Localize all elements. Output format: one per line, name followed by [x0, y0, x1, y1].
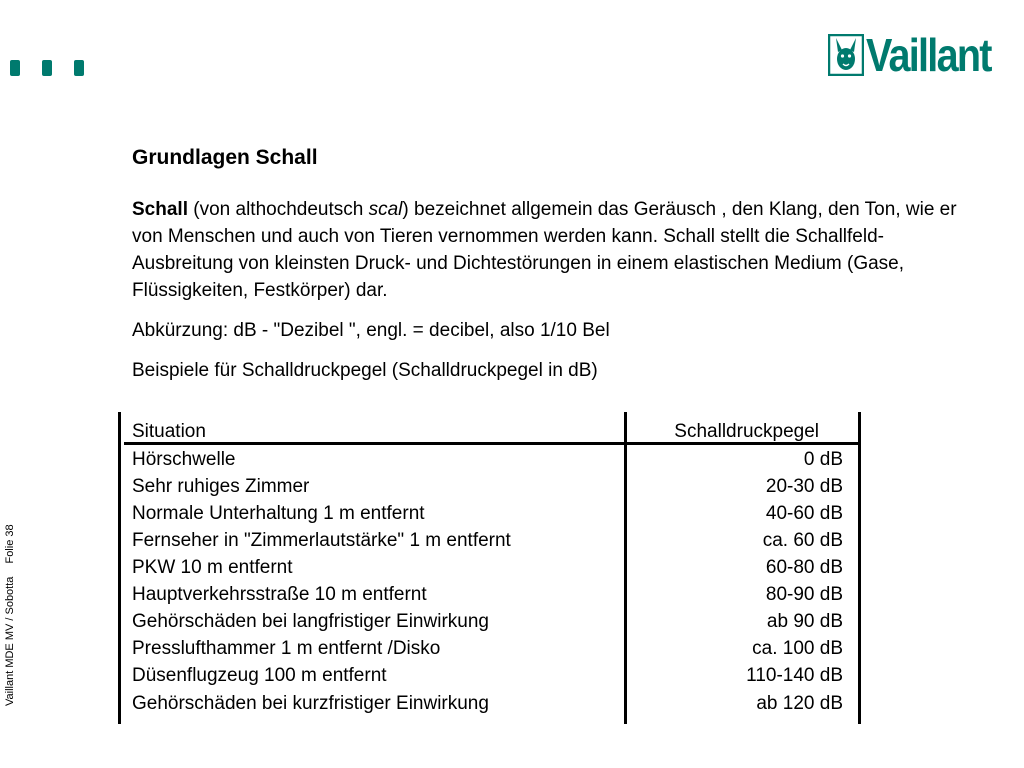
- table-row: [118, 473, 861, 500]
- examples-heading: Beispiele für Schalldruckpegel (Schalldruckpegel in dB): [132, 360, 598, 381]
- dot-2: [42, 60, 52, 76]
- decorative-dots: [10, 60, 84, 76]
- slide-content: [132, 146, 992, 382]
- intro-part2: ) bezeichnet allgemein das Geräusch , den Klang, den Ton, wie er von Menschen und auch von Tieren vernommen werden kann. Schall stellt die Schallfeld-Ausbreitung von kleinsten Druck- und Dichtestörungen in einem elastischen Medium (Gase, Flüssigkeiten, Festkörper) dar.: [132, 199, 957, 301]
- row-level: ca. 60 dB: [762, 530, 843, 551]
- sound-level-table: [118, 412, 861, 724]
- table-row: [118, 446, 861, 473]
- table-row: [118, 554, 861, 581]
- intro-paragraph: [132, 196, 982, 304]
- row-level: 0 dB: [803, 449, 843, 470]
- row-situation: Sehr ruhiges Zimmer: [132, 476, 310, 497]
- row-situation: Fernseher in "Zimmerlautstärke" 1 m entfernt: [132, 530, 511, 551]
- vaillant-logo: [828, 29, 1011, 81]
- row-situation: Gehörschäden bei kurzfristiger Einwirkung: [132, 693, 489, 714]
- table-row: [118, 690, 861, 717]
- dot-3: [74, 60, 84, 76]
- row-level: 110-140 dB: [746, 665, 843, 686]
- footer-author: Vaillant MDE MV / Sobotta: [4, 576, 16, 706]
- table-row: [118, 581, 861, 608]
- row-level: 40-60 dB: [765, 503, 843, 524]
- row-level: ab 120 dB: [756, 693, 843, 714]
- row-situation: Gehörschäden bei langfristiger Einwirkung: [132, 611, 489, 632]
- intro-bold-term: Schall: [132, 199, 188, 220]
- table-header-row: [118, 418, 861, 445]
- row-situation: Hörschwelle: [132, 449, 236, 470]
- rabbit-logo-icon: [828, 34, 864, 76]
- footer-vertical: [4, 524, 16, 706]
- row-situation: Düsenflugzeug 100 m entfernt: [132, 665, 387, 686]
- header-level: Schalldruckpegel: [674, 421, 819, 442]
- table-row: [118, 527, 861, 554]
- table-row: [118, 608, 861, 635]
- header-situation: Situation: [132, 421, 206, 442]
- slide-title: Grundlagen Schall: [132, 146, 318, 169]
- intro-part1: (von althochdeutsch: [187, 199, 369, 220]
- table-row: [118, 635, 861, 662]
- footer-slide-number: Folie 38: [4, 524, 16, 564]
- row-situation: Normale Unterhaltung 1 m entfernt: [132, 503, 425, 524]
- row-level: 80-90 dB: [765, 584, 843, 605]
- row-level: 20-30 dB: [765, 476, 843, 497]
- brand-name: Vaillant: [866, 29, 991, 81]
- table-row: [118, 662, 861, 689]
- row-situation: Hauptverkehrsstraße 10 m entfernt: [132, 584, 427, 605]
- abbreviation-line: Abkürzung: dB - "Dezibel ", engl. = decibel, also 1/10 Bel: [132, 320, 610, 341]
- table-row: [118, 500, 861, 527]
- row-situation: PKW 10 m entfernt: [132, 557, 293, 578]
- row-level: 60-80 dB: [765, 557, 843, 578]
- row-level: ca. 100 dB: [752, 638, 843, 659]
- intro-italic-term: scal: [368, 199, 403, 220]
- row-situation: Presslufthammer 1 m entfernt /Disko: [132, 638, 441, 659]
- row-level: ab 90 dB: [766, 611, 843, 632]
- dot-1: [10, 60, 20, 76]
